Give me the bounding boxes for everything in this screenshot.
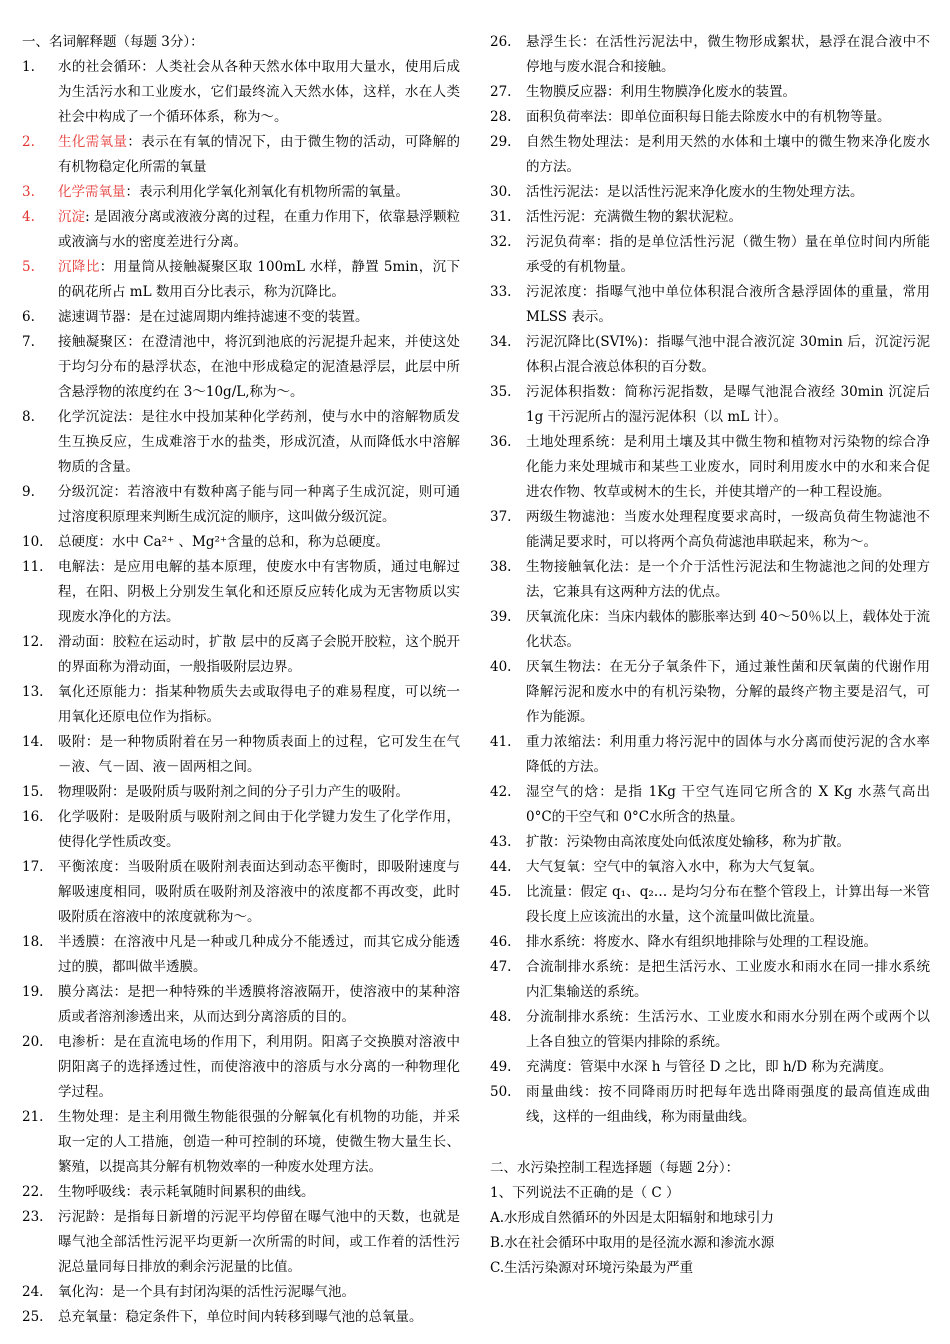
term-name: 化学需氧量	[58, 184, 126, 200]
term-text: ：稳定条件下，单位时间内转移到曝气池的总氧量。	[112, 1309, 423, 1325]
term-definition	[526, 930, 930, 955]
term-text: ：充满微生物的絮状泥粒。	[580, 209, 742, 225]
term-name: 接触凝聚区	[58, 334, 128, 350]
term-name: 电解法	[58, 559, 100, 575]
term-text: ：简称污泥指数，是曝气池混合液经 30min 沉淀后 1g 干污泥所占的湿污泥体积（以 mL 计）。	[526, 384, 931, 425]
term-number: 9.	[22, 484, 35, 500]
question-option: B.水在社会循环中取用的是径流水源和渗流水源	[490, 1235, 775, 1251]
term-definition	[58, 1305, 460, 1330]
term-number: 29.	[490, 134, 512, 150]
term-name: 重力浓缩法	[526, 734, 596, 750]
term-item	[22, 205, 460, 255]
term-definition	[58, 680, 460, 730]
term-definition	[58, 180, 460, 205]
term-item	[490, 655, 930, 730]
term-definition	[526, 30, 930, 80]
term-number: 42.	[490, 784, 512, 800]
term-definition	[526, 280, 930, 330]
term-name: 半透膜	[58, 934, 100, 950]
term-text: ：水中 Ca²⁺ 、Mg²⁺含量的总和，称为总硬度。	[98, 534, 389, 550]
term-text: ：利用生物膜净化废水的装置。	[607, 84, 796, 100]
term-text: ：污染物由高浓度处向低浓度处输移，称为扩散。	[553, 834, 850, 850]
term-number: 32.	[490, 234, 512, 250]
term-number: 50.	[490, 1084, 512, 1100]
term-text: ：是一个具有封闭沟渠的活性污泥曝气池。	[98, 1284, 355, 1300]
term-item	[490, 880, 930, 930]
term-item	[490, 730, 930, 780]
term-item	[490, 1055, 930, 1080]
term-item	[22, 1180, 460, 1205]
term-number: 38.	[490, 559, 512, 575]
term-text: ：按不同降雨历时把每年选出降雨强度的最高值连成曲线，这样的一组曲线，称为雨量曲线。	[526, 1084, 931, 1125]
term-definition	[526, 880, 930, 930]
term-item	[22, 255, 460, 305]
term-number: 21.	[22, 1109, 44, 1125]
term-text: ：即单位面积每日能去除废水中的有机物等量。	[607, 109, 891, 125]
term-name: 湿空气的焓	[526, 784, 600, 800]
term-definition	[526, 1055, 930, 1080]
term-definition	[526, 505, 930, 555]
question-stem: 1、下列说法不正确的是（ C ）	[490, 1185, 680, 1201]
term-text: : 是固液分离或液液分离的过程，在重力作用下，依靠悬浮颗粒或液滴与水的密度差进行分离。	[58, 209, 461, 250]
term-definition	[526, 780, 930, 830]
term-number: 39.	[490, 609, 512, 625]
term-item	[22, 130, 460, 180]
term-definition	[526, 1005, 930, 1055]
term-name: 膜分离法	[58, 984, 114, 1000]
term-name: 滑动面	[58, 634, 100, 650]
term-name: 生化需氧量	[58, 134, 128, 150]
term-number: 4.	[22, 209, 35, 225]
term-text: ：在澄清池中，将沉到池底的污泥提升起来，并使这处于均匀分布的悬浮状态，在池中形成稳定的泥渣悬浮层，此层中所含悬浮物的浓度约在 3～10g/L,称为～。	[58, 334, 460, 400]
term-item	[22, 630, 460, 680]
term-item	[22, 1105, 460, 1180]
term-definition	[58, 855, 460, 930]
term-definition	[58, 1280, 460, 1305]
right-column	[490, 30, 930, 1281]
term-number: 44.	[490, 859, 512, 875]
term-number: 48.	[490, 1009, 512, 1025]
term-name: 分级沉淀	[58, 484, 114, 500]
term-text: ：是主利用微生物能很强的分解氧化有机物的功能，并采取一定的人工措施，创造一种可控制的环境，使微生物大量生长、繁殖，以提高其分解有机物效率的一种废水处理方法。	[58, 1109, 460, 1175]
term-number: 28.	[490, 109, 512, 125]
term-name: 排水系统	[526, 934, 580, 950]
term-definition	[58, 780, 460, 805]
term-name: 污泥体积指数	[526, 384, 611, 400]
term-definition	[526, 330, 930, 380]
term-item	[490, 105, 930, 130]
term-definition	[58, 730, 460, 780]
term-text: ：利用重力将污泥中的固体与水分离而使污泥的含水率降低的方法。	[526, 734, 931, 775]
term-number: 33.	[490, 284, 512, 300]
term-definition	[58, 1030, 460, 1105]
term-number: 1.	[22, 59, 35, 75]
term-number: 13.	[22, 684, 44, 700]
term-list-left	[22, 55, 460, 1330]
term-definition	[58, 305, 460, 330]
term-number: 47.	[490, 959, 512, 975]
term-name: 氧化沟	[58, 1284, 99, 1300]
term-name: 土地处理系统	[526, 434, 610, 450]
term-definition	[526, 105, 930, 130]
term-text: ：是在直流电场的作用下，利用阴。阳离子交换膜对溶液中阴阳离子的选择透过性，而使溶液中的溶质与水分离的一种物理化学过程。	[58, 1034, 460, 1100]
term-definition	[526, 130, 930, 180]
term-definition	[526, 830, 930, 855]
term-name: 活性污泥法	[526, 184, 594, 200]
term-name: 污泥浓度	[526, 284, 582, 300]
term-text: ：将废水、降水有组织地排除与处理的工程设施。	[580, 934, 877, 950]
term-number: 6.	[22, 309, 35, 325]
term-number: 49.	[490, 1059, 512, 1075]
term-number: 45.	[490, 884, 512, 900]
term-name: 生物处理	[58, 1109, 114, 1125]
term-text: ：是应用电解的基本原理，使废水中有害物质，通过电解过程，在阳、阴极上分别发生氧化和还原反应转化成为无害物质以实现废水净化的方法。	[58, 559, 460, 625]
term-name: 活性污泥	[526, 209, 580, 225]
term-item	[22, 55, 460, 130]
term-text: ：管渠中水深 h 与管径 D 之比，即 h/D 称为充满度。	[566, 1059, 893, 1075]
term-text: ：是把一种特殊的半透膜将溶液隔开，使溶液中的某种溶质或者溶剂渗透出来，从而达到分离溶质的目的。	[58, 984, 460, 1025]
term-item	[22, 1030, 460, 1105]
term-item	[490, 280, 930, 330]
term-name: 分流制排水系统	[526, 1009, 624, 1025]
term-text: ：是一个介于活性污泥法和生物滤池之间的处理方法，它兼具有这两种方法的优点。	[526, 559, 930, 600]
term-item	[490, 330, 930, 380]
term-name: 自然生物处理法	[526, 134, 624, 150]
term-item	[22, 855, 460, 930]
term-name: 雨量曲线	[526, 1084, 584, 1100]
term-item	[490, 205, 930, 230]
term-name: 化学沉淀法	[58, 409, 128, 425]
term-number: 35.	[490, 384, 512, 400]
term-name: 氧化还原能力	[58, 684, 142, 700]
term-definition	[526, 555, 930, 605]
term-name: 悬浮生长	[526, 34, 582, 50]
term-definition	[58, 330, 460, 405]
term-number: 19.	[22, 984, 44, 1000]
term-definition	[58, 255, 460, 305]
term-text: ：人类社会从各种天然水体中取用大量水，使用后成为生活污水和工业废水，它们最终流入天然水体，这样，水在人类社会中构成了一个循环体系，称为～。	[58, 59, 460, 125]
term-text: ：假定 q₁、q₂… 是均匀分布在整个管段上，计算出每一米管段长度上应该流出的水量，这个流量叫做比流量。	[526, 884, 930, 925]
term-text: ：指某种物质失去或取得电子的难易程度，可以统一用氧化还原电位作为指标。	[58, 684, 460, 725]
question-option: A.水形成自然循环的外因是太阳辐射和地球引力	[490, 1210, 775, 1226]
section-1-title: 一、名词解释题（每题 3分）：	[22, 34, 204, 50]
term-number: 8.	[22, 409, 35, 425]
term-name: 合流制排水系统	[526, 959, 624, 975]
term-text: ：是以活性污泥来净化废水的生物处理方法。	[593, 184, 864, 200]
term-text: ：若溶液中有数种离子能与同一种离子生成沉淀，则可通过溶度积原理来判断生成沉淀的顺序，这叫做分级沉淀。	[58, 484, 460, 525]
term-text: ：是利用土壤及其中微生物和植物对污染物的综合净化能力来处理城市和某些工业废水，同时利用废水中的水和来合促进农作物、牧草或树木的生长，并使其增产的一种工程设施。	[526, 434, 931, 500]
term-number: 41.	[490, 734, 512, 750]
term-definition	[58, 55, 460, 130]
term-definition	[58, 130, 460, 180]
term-number: 15.	[22, 784, 44, 800]
term-definition	[58, 205, 460, 255]
term-item	[490, 430, 930, 505]
term-number: 26.	[490, 34, 512, 50]
term-number: 17.	[22, 859, 44, 875]
term-number: 22.	[22, 1184, 44, 1200]
term-definition	[58, 405, 460, 480]
term-number: 7.	[22, 334, 35, 350]
term-name: 比流量	[526, 884, 567, 900]
term-definition	[58, 555, 460, 630]
term-item	[490, 230, 930, 280]
term-item	[22, 680, 460, 730]
term-number: 34.	[490, 334, 512, 350]
term-name: 吸附	[58, 734, 86, 750]
term-number: 10.	[22, 534, 44, 550]
term-item	[22, 1280, 460, 1305]
term-text: ：在溶液中凡是一种或几种成分不能透过，而其它成分能透过的膜，都叫做半透膜。	[58, 934, 460, 975]
term-number: 40.	[490, 659, 512, 675]
term-definition	[58, 980, 460, 1030]
term-definition	[58, 1105, 460, 1180]
term-text: ：是利用天然的水体和土壤中的微生物来净化废水的方法。	[526, 134, 930, 175]
term-name: 沉淀	[58, 209, 86, 225]
term-number: 31.	[490, 209, 512, 225]
term-definition	[526, 230, 930, 280]
term-item	[22, 530, 460, 555]
term-item	[490, 555, 930, 605]
term-definition	[526, 955, 930, 1005]
term-list-right	[490, 30, 930, 1130]
term-text: ：表示利用化学氧化剂氧化有机物所需的氧量。	[125, 184, 409, 200]
term-item	[22, 480, 460, 530]
section-2-title: 二、水污染控制工程选择题（每题 2分）：	[490, 1160, 740, 1176]
term-number: 24.	[22, 1284, 44, 1300]
term-name: 厌氧流化床	[526, 609, 594, 625]
term-number: 23.	[22, 1209, 44, 1225]
term-item	[490, 1005, 930, 1055]
term-item	[22, 780, 460, 805]
term-text: ：用量筒从接触凝聚区取 100mL 水样，静置 5min，沉下的矾花所占 mL 数用百分比表示，称为沉降比。	[58, 259, 461, 300]
term-item	[22, 1205, 460, 1280]
term-text: ：指曝气池中单位体积混合液所含悬浮固体的重量，常用 MLSS 表示。	[526, 284, 931, 325]
term-item	[490, 855, 930, 880]
term-item	[490, 80, 930, 105]
term-definition	[58, 480, 460, 530]
term-text: ：表示耗氧随时间累积的曲线。	[125, 1184, 315, 1200]
term-name: 滤速调节器	[58, 309, 126, 325]
term-number: 2.	[22, 134, 35, 150]
term-definition	[526, 855, 930, 880]
term-text: ：当废水处理程度要求高时，一级高负荷生物滤池不能满足要求时，可以将两个高负荷滤池串联起来，称为～。	[526, 509, 931, 550]
term-item	[490, 505, 930, 555]
term-item	[490, 930, 930, 955]
term-item	[22, 930, 460, 980]
term-definition	[58, 630, 460, 680]
term-item	[490, 130, 930, 180]
term-number: 46.	[490, 934, 512, 950]
term-item	[490, 180, 930, 205]
term-number: 12.	[22, 634, 44, 650]
term-text: ：空气中的氧溶入水中，称为大气复氧。	[580, 859, 823, 875]
term-text: ：是在过滤周期内维持滤速不变的装置。	[125, 309, 369, 325]
term-text: ：是往水中投加某种化学药剂，使与水中的溶解物质发生互换反应，生成难溶于水的盐类，形成沉渣，从而降低水中溶解物质的含量。	[58, 409, 460, 475]
term-number: 5.	[22, 259, 35, 275]
term-text: ：当吸附质在吸附剂表面达到动态平衡时，即吸附速度与解吸速度相同，吸附质在吸附剂及溶液中的浓度都不再改变，此时吸附质在溶液中的浓度就称为～。	[58, 859, 460, 925]
term-definition	[526, 605, 930, 655]
term-definition	[58, 1205, 460, 1280]
term-number: 37.	[490, 509, 512, 525]
term-item	[22, 180, 460, 205]
term-number: 3.	[22, 184, 35, 200]
term-text: ：是把生活污水、工业废水和雨水在同一排水系统内汇集输送的系统。	[526, 959, 930, 1000]
term-name: 充满度	[526, 1059, 567, 1075]
term-item	[22, 805, 460, 855]
term-text: ：表示在有氧的情况下，由于微生物的活动，可降解的有机物稳定化所需的氧量	[58, 134, 460, 175]
term-text: ：指的是单位活性污泥（微生物）量在单位时间内所能承受的有机物量。	[526, 234, 931, 275]
term-number: 36.	[490, 434, 512, 450]
term-text: ：当床内载体的膨胀率达到 40～50％以上，载体处于流化状态。	[526, 609, 931, 650]
term-item	[22, 730, 460, 780]
term-name: 平衡浓度	[58, 859, 114, 875]
term-definition	[526, 430, 930, 505]
term-definition	[58, 930, 460, 980]
term-item	[490, 830, 930, 855]
term-definition	[526, 180, 930, 205]
term-text: ：是指 1Kg 干空气连同它所含的 X Kg 水蒸气高出 0°C的干空气和 0°C水所含的热量。	[526, 784, 930, 825]
term-number: 16.	[22, 809, 44, 825]
term-definition	[526, 380, 930, 430]
term-item	[490, 1080, 930, 1130]
term-name: 化学吸附	[58, 809, 114, 825]
term-text: ：是一种物质附着在另一种物质表面上的过程，它可发生在气－液、气－固、液－固两相之间。	[58, 734, 460, 775]
term-text: ：胶粒在运动时，扩散 层中的反离子会脱开胶粒，这个脱开的界面称为滑动面，一般指吸附层边界。	[58, 634, 461, 675]
term-text: ：是指每日新增的污泥平均停留在曝气池中的天数，也就是曝气池全部活性污泥平均更新一次所需的时间，或工作着的活性污泥总量同每日排放的剩余污泥量的比值。	[58, 1209, 460, 1275]
term-item	[22, 555, 460, 630]
term-name: 扩散	[526, 834, 553, 850]
term-item	[490, 605, 930, 655]
term-text: ：生活污水、工业废水和雨水分别在两个或两个以上各自独立的管渠内排除的系统。	[526, 1009, 930, 1050]
term-definition	[526, 655, 930, 730]
term-name: 总硬度	[58, 534, 99, 550]
term-item	[22, 305, 460, 330]
term-name: 总充氧量	[58, 1309, 112, 1325]
term-name: 生物接触氧化法	[526, 559, 624, 575]
term-item	[490, 380, 930, 430]
term-definition	[58, 530, 460, 555]
question-option: C.生活污染源对环境污染最为严重	[490, 1260, 694, 1276]
term-name: 大气复氧	[526, 859, 580, 875]
term-number: 27.	[490, 84, 512, 100]
term-name: 污泥负荷率	[526, 234, 596, 250]
section-gap	[490, 1130, 930, 1156]
term-text: ：指曝气池中混合液沉淀 30min 后，沉淀污泥体积占混合液总体积的百分数。	[526, 334, 930, 375]
term-name: 电渗析	[58, 1034, 100, 1050]
term-item	[22, 330, 460, 405]
term-name: 两级生物滤池	[526, 509, 610, 525]
term-text: ：是吸附质与吸附剂之间由于化学键力发生了化学作用，使得化学性质改变。	[58, 809, 460, 850]
term-number: 20.	[22, 1034, 44, 1050]
term-name: 生物膜反应器	[526, 84, 607, 100]
term-name: 生物呼吸线	[58, 1184, 126, 1200]
left-column	[22, 30, 460, 1330]
term-number: 14.	[22, 734, 44, 750]
term-item	[490, 955, 930, 1005]
term-text: ：在无分子氧条件下，通过兼性菌和厌氧菌的代谢作用降解污泥和废水中的有机污染物，分解的最终产物主要是沼气，可作为能源。	[526, 659, 931, 725]
term-name: 厌氧生物法	[526, 659, 596, 675]
term-definition	[526, 80, 930, 105]
term-number: 43.	[490, 834, 512, 850]
term-definition	[526, 730, 930, 780]
term-item	[490, 780, 930, 830]
term-item	[22, 1305, 460, 1330]
term-item	[490, 30, 930, 80]
term-number: 30.	[490, 184, 512, 200]
term-definition	[58, 1180, 460, 1205]
term-text: ：是吸附质与吸附剂之间的分子引力产生的吸附。	[112, 784, 409, 800]
term-definition	[526, 1080, 930, 1130]
term-name: 物理吸附	[58, 784, 112, 800]
term-name: 污泥沉降比(SVI%)	[526, 334, 643, 350]
term-definition	[526, 205, 930, 230]
term-name: 水的社会循环	[58, 59, 142, 75]
term-definition	[58, 805, 460, 855]
term-item	[22, 980, 460, 1030]
term-name: 沉降比	[58, 259, 100, 275]
term-number: 18.	[22, 934, 44, 950]
term-number: 25.	[22, 1309, 44, 1325]
term-item	[22, 405, 460, 480]
term-number: 11.	[22, 559, 44, 575]
term-name: 面积负荷率法	[526, 109, 607, 125]
term-name: 污泥龄	[58, 1209, 100, 1225]
term-text: ：在活性污泥法中，微生物形成絮状，悬浮在混合液中不停地与废水混合和接触。	[526, 34, 931, 75]
